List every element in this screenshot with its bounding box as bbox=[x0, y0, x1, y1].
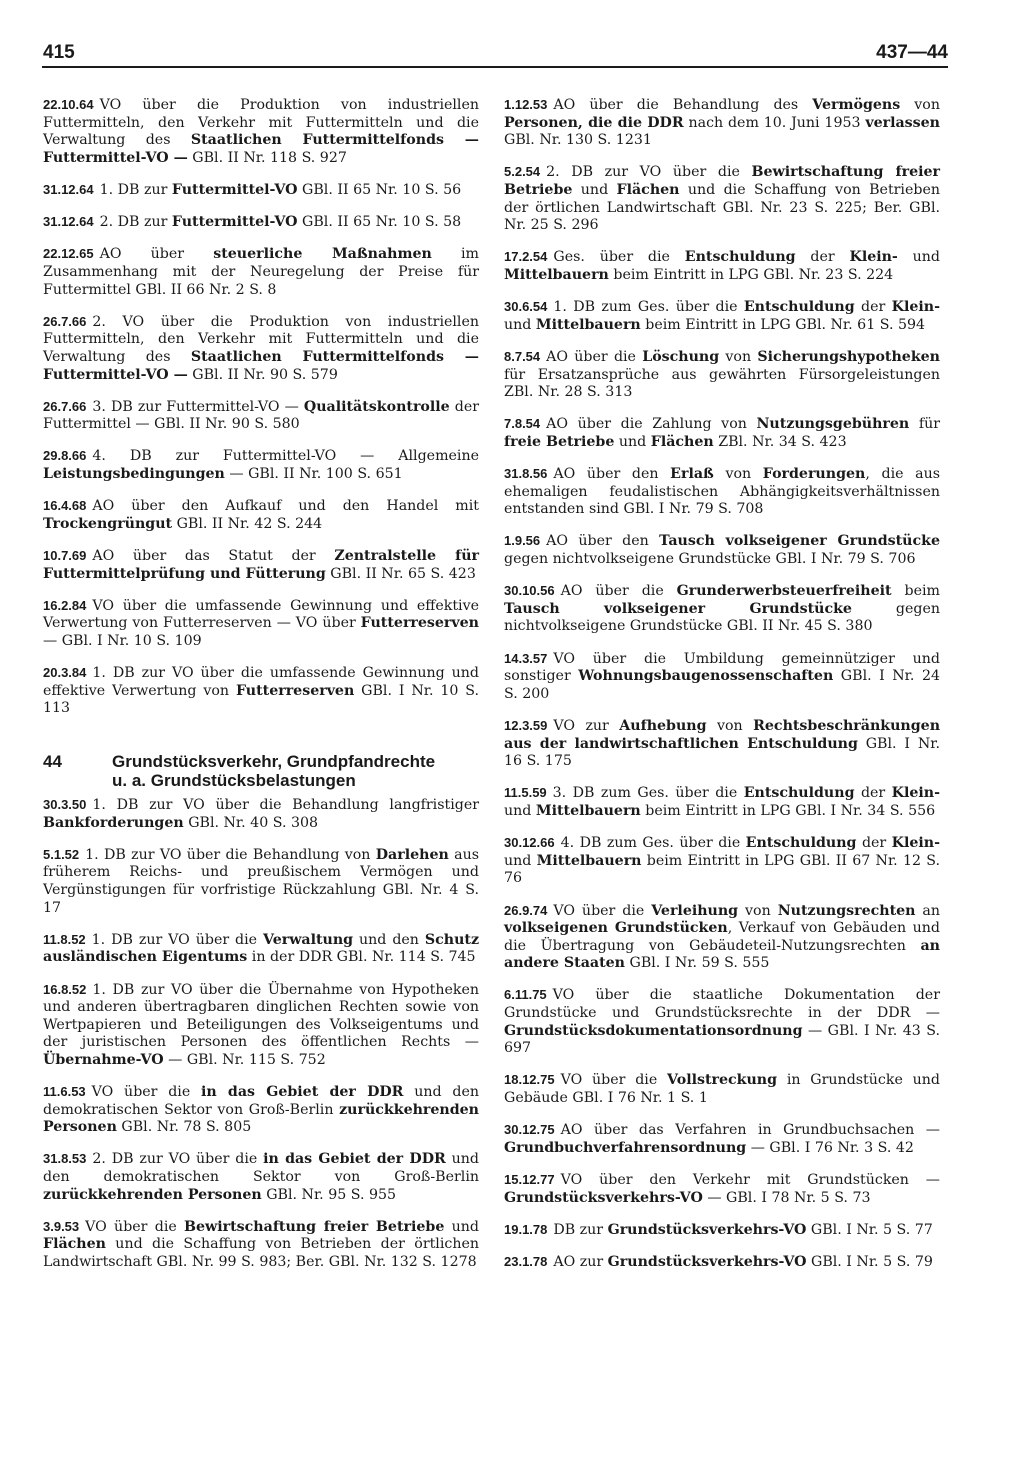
entry-text: , Verkauf von Gebäuden und die Übertragung von Gebäudeteil-Nutzungsrechten bbox=[504, 920, 941, 954]
entry-keyword: Flächen bbox=[43, 1236, 106, 1253]
entry-text: GBl. I Nr. 16 S. 175 bbox=[504, 735, 940, 770]
index-entry bbox=[504, 717, 940, 771]
entry-text: beim Eintritt in LPG GBl. Nr. 61 S. 594 bbox=[640, 316, 926, 333]
entry-keyword: Bewirtschaftung freier Betriebe bbox=[184, 1218, 445, 1235]
entry-date: 1.12.53 bbox=[504, 97, 548, 112]
entry-text: 1. DB zum Ges. über die bbox=[553, 299, 744, 316]
entry-text: AO über den bbox=[546, 533, 660, 550]
entry-date: 30.12.66 bbox=[504, 835, 555, 851]
entry-keyword: in das Gebiet der DDR bbox=[201, 1084, 404, 1101]
entry-text: AO über den Aufkauf und den Handel mit bbox=[92, 498, 479, 515]
index-entry bbox=[43, 213, 479, 232]
entry-keyword: Verleihung bbox=[651, 902, 739, 919]
entry-date: 20.3.84 bbox=[43, 665, 87, 681]
entry-text: und den bbox=[353, 931, 425, 948]
entry-text: der bbox=[795, 249, 850, 266]
entry-keyword: Tausch volkseigener Grundstücke bbox=[659, 533, 940, 550]
entry-text: und bbox=[504, 316, 536, 333]
entry-text: AO über das Statut der bbox=[92, 548, 335, 565]
index-entry bbox=[43, 497, 479, 533]
entry-text: 2. VO über die Produktion von industriellen Futtermitteln, den Verkehr mit Futtermitteln und die Verwaltung des bbox=[43, 313, 479, 365]
entry-list-a bbox=[43, 96, 479, 718]
entry-list-b bbox=[43, 796, 479, 1272]
entry-date: 10.7.69 bbox=[43, 548, 87, 564]
index-entry bbox=[43, 981, 479, 1070]
index-entry bbox=[43, 1218, 479, 1272]
entry-text: GBl. I Nr. 24 S. 200 bbox=[504, 668, 940, 702]
entry-keyword: Flächen bbox=[650, 433, 714, 450]
index-entry bbox=[43, 245, 479, 299]
entry-keyword: Forderungen bbox=[762, 466, 866, 483]
index-entry bbox=[504, 1171, 940, 1207]
entry-keyword: Löschung bbox=[642, 348, 720, 365]
entry-date: 6.11.75 bbox=[504, 987, 547, 1003]
entry-keyword: Futterreserven bbox=[235, 682, 355, 699]
index-entry bbox=[504, 1253, 940, 1272]
entry-keyword: freie Betriebe bbox=[504, 433, 615, 450]
entry-text: , die aus ehemaligen feudalistischen Abhängigkeitsverhältnissen entstanden sind GBl. I Nr. 79 S. 708 bbox=[504, 466, 941, 518]
entry-text: GBl. II Nr. 118 S. 927 bbox=[187, 149, 347, 166]
entry-text: der bbox=[856, 835, 892, 852]
index-entry bbox=[504, 96, 940, 150]
entry-keyword: Schutz ausländischen Eigentums bbox=[43, 931, 479, 966]
entry-date: 26.9.74 bbox=[504, 902, 548, 918]
entry-text: — GBl. I Nr. 43 S. 697 bbox=[504, 1022, 940, 1057]
index-entry bbox=[504, 986, 940, 1057]
entry-keyword: Grundbuchverfahrensordnung bbox=[504, 1139, 747, 1156]
entry-text: und bbox=[504, 802, 536, 819]
entry-list-right bbox=[504, 96, 940, 1272]
entry-text: VO über die bbox=[553, 902, 652, 919]
entry-keyword: Leistungsbedingungen bbox=[43, 466, 225, 483]
entry-text: von bbox=[713, 466, 763, 483]
entry-date: 8.7.54 bbox=[504, 348, 541, 364]
entry-text: gegen nichtvolkseigene Grundstücke GBl. I Nr. 79 S. 706 bbox=[504, 551, 916, 568]
entry-text: GBl. II Nr. 65 S. 423 bbox=[325, 565, 476, 582]
index-entry bbox=[43, 796, 479, 832]
index-entry bbox=[43, 398, 479, 434]
entry-keyword: verlassen bbox=[865, 114, 940, 131]
index-entry bbox=[43, 313, 479, 384]
entry-keyword: Staatlichen Futtermittelfonds — Futtermittel-VO — bbox=[43, 348, 479, 383]
entry-text: nach dem 10. Juni 1953 bbox=[683, 114, 866, 131]
entry-date: 23.1.78 bbox=[504, 1253, 548, 1269]
entry-date: 31.12.64 bbox=[43, 214, 94, 230]
entry-date: 15.12.77 bbox=[504, 1172, 555, 1187]
header-rule bbox=[42, 66, 948, 68]
entry-text: beim Eintritt in LPG GBl. Nr. 23 S. 224 bbox=[608, 266, 894, 283]
entry-text: — GBl. I 76 Nr. 3 S. 42 bbox=[746, 1139, 914, 1156]
entry-text: GBl. I Nr. 5 S. 79 bbox=[806, 1253, 933, 1270]
index-entry bbox=[43, 547, 479, 583]
entry-keyword: Qualitätskontrolle bbox=[303, 398, 450, 415]
entry-keyword: Grundstücksverkehrs-VO bbox=[504, 1189, 703, 1206]
entry-keyword: Aufhebung bbox=[619, 717, 707, 734]
section-heading bbox=[43, 752, 479, 790]
entry-text: VO über den Verkehr mit Grundstücken — bbox=[560, 1172, 940, 1188]
entry-text: VO über die bbox=[91, 1084, 202, 1101]
entry-text: von bbox=[738, 902, 778, 919]
entry-date: 31.8.56 bbox=[504, 466, 548, 482]
entry-date: 22.10.64 bbox=[43, 97, 94, 112]
index-entry bbox=[504, 248, 940, 284]
entry-text: 1. DB zur VO über die bbox=[91, 931, 263, 948]
page-number: 415 bbox=[43, 42, 75, 63]
entry-text: AO über die bbox=[560, 583, 677, 600]
entry-text: GBl. Nr. 130 S. 1231 bbox=[504, 132, 652, 149]
index-entry bbox=[504, 298, 940, 334]
entry-text: für Ersatzansprüche aus gewährten Fürsorgeleistungen ZBl. Nr. 28 S. 313 bbox=[504, 366, 940, 401]
entry-text: in Grundstücke und Gebäude GBl. I 76 Nr. 1 S. 1 bbox=[504, 1072, 940, 1107]
entry-text: für bbox=[909, 416, 940, 433]
entry-text: und den demokratischen Sektor von Groß-Berlin bbox=[43, 1151, 479, 1186]
index-entry bbox=[504, 465, 940, 519]
entry-text: 1. DB zur VO über die Übernahme von Hypotheken und anderen übertragbaren dinglichen Rechten sowie von Wertpapieren und Beteiligungen des Volkseigentums und der juristischen Personen des öffentlichen Rechts — bbox=[43, 981, 479, 1051]
entry-text: GBl. II Nr. 42 S. 244 bbox=[172, 515, 323, 532]
entry-keyword: Futtermittel-VO bbox=[171, 214, 298, 231]
section-title-line: u. a. Grundstücksbelastungen bbox=[112, 770, 356, 790]
index-entry bbox=[504, 784, 940, 820]
entry-text: der bbox=[854, 785, 892, 802]
entry-date: 19.1.78 bbox=[504, 1221, 548, 1237]
entry-keyword: Flächen bbox=[616, 181, 680, 198]
entry-text: GBl. I Nr. 10 S. 113 bbox=[43, 682, 479, 717]
entry-text: und bbox=[614, 433, 651, 450]
entry-text: 1. DB zur VO über die Behandlung von bbox=[85, 846, 376, 863]
entry-keyword: Entschuldung bbox=[745, 835, 857, 852]
entry-keyword: Klein- bbox=[849, 249, 898, 266]
section-title-line: Grundstücksverkehr, Grundpfandrechte bbox=[112, 751, 436, 771]
entry-keyword: volkseigenen Grundstücken bbox=[504, 920, 728, 937]
entry-text: VO über die Umbildung gemeinnütziger und sonstiger bbox=[504, 650, 940, 685]
index-entry bbox=[504, 1071, 940, 1107]
index-entry bbox=[43, 181, 479, 200]
entry-text: GBl. II Nr. 90 S. 579 bbox=[187, 366, 338, 383]
entry-date: 11.6.53 bbox=[43, 1084, 86, 1100]
entry-text: in der DDR GBl. Nr. 114 S. 745 bbox=[247, 949, 476, 966]
entry-text: und bbox=[897, 249, 941, 266]
entry-text: GBl. Nr. 78 S. 805 bbox=[116, 1119, 252, 1136]
entry-text: AO über die Behandlung des bbox=[553, 97, 813, 113]
entry-text: — GBl. Nr. 115 S. 752 bbox=[163, 1051, 326, 1068]
entry-keyword: Futterreserven bbox=[360, 615, 479, 632]
entry-date: 17.2.54 bbox=[504, 249, 548, 265]
index-entry bbox=[504, 834, 940, 888]
entry-text: VO zur bbox=[553, 717, 620, 734]
entry-date: 11.8.52 bbox=[43, 931, 86, 947]
index-entry bbox=[43, 931, 479, 967]
entry-text: beim Eintritt in LPG GBl. I Nr. 34 S. 556 bbox=[640, 802, 936, 819]
entry-keyword: Entschuldung bbox=[743, 785, 855, 802]
entry-date: 30.3.50 bbox=[43, 796, 87, 812]
entry-date: 29.8.66 bbox=[43, 448, 87, 464]
entry-text: gegen nichtvolkseigene Grundstücke GBl. II Nr. 45 S. 380 bbox=[504, 600, 940, 635]
entry-keyword: Grundstücksdokumentationsordnung bbox=[504, 1022, 803, 1039]
entry-keyword: zurückkehrenden Personen bbox=[43, 1186, 262, 1203]
index-entry bbox=[504, 582, 940, 636]
entry-text: AO zur bbox=[553, 1253, 608, 1270]
index-entry bbox=[43, 664, 479, 718]
section-range: 437—44 bbox=[876, 42, 948, 63]
entry-date: 5.1.52 bbox=[43, 846, 80, 862]
entry-text: VO über die staatliche Dokumentation der Grundstücke und Grundstücksrechte in der DDR — bbox=[504, 987, 940, 1022]
index-entry bbox=[504, 348, 940, 402]
entry-keyword: Grundstücksverkehrs-VO bbox=[607, 1221, 807, 1238]
entry-keyword: Tausch volkseigener Grundstücke bbox=[504, 600, 852, 617]
entry-text: — GBl. II Nr. 100 S. 651 bbox=[224, 466, 403, 483]
index-entry bbox=[504, 163, 940, 234]
entry-text: 4. DB zur Futtermittel-VO — Allgemeine bbox=[92, 448, 479, 465]
entry-date: 1.9.56 bbox=[504, 533, 541, 549]
entry-text: der bbox=[854, 299, 892, 316]
entry-date: 3.9.53 bbox=[43, 1218, 80, 1234]
entry-text: und bbox=[504, 852, 537, 869]
entry-date: 26.7.66 bbox=[43, 313, 87, 329]
entry-keyword: Wohnungsbaugenossenschaften bbox=[578, 668, 834, 685]
entry-keyword: Mittelbauern bbox=[535, 802, 641, 819]
entry-keyword: Sicherungshypotheken bbox=[757, 348, 940, 365]
entry-keyword: Grunderwerbsteuerfreiheit bbox=[676, 583, 892, 600]
entry-keyword: Bewirtschaftung freier Betriebe bbox=[504, 164, 940, 198]
section-number: 44 bbox=[43, 751, 62, 771]
entry-text: 2. DB zur bbox=[99, 214, 172, 231]
index-entry bbox=[504, 532, 940, 568]
entry-text: 3. DB zur Futtermittel-VO — bbox=[92, 398, 304, 415]
entry-text: AO über die Zahlung von bbox=[546, 416, 757, 433]
entry-text: und die Schaffung von Betrieben der örtlichen Landwirtschaft GBl. Nr. 99 S. 983; Ber. GBl. Nr. 132 S. 1278 bbox=[43, 1236, 479, 1270]
entry-keyword: Mittelbauern bbox=[535, 316, 641, 333]
entry-text: und bbox=[572, 181, 617, 198]
entry-text: und die Schaffung von Betrieben der örtlichen Landwirtschaft GBl. Nr. 23 S. 225; Ber. GBl. Nr. 25 S. 296 bbox=[504, 181, 940, 234]
right-column bbox=[504, 96, 940, 1285]
entry-keyword: Nutzungsrechten bbox=[777, 902, 916, 919]
entry-keyword: Übernahme-VO bbox=[43, 1051, 164, 1068]
entry-text: — GBl. I Nr. 10 S. 109 bbox=[43, 633, 202, 649]
entry-keyword: Futtermittel-VO bbox=[171, 181, 298, 198]
entry-text: aus früherem Reichs- und preußischem Vermögen und Vergünstigungen für vorfristige Rückzahlung GBl. Nr. 4 S. 17 bbox=[43, 846, 479, 916]
index-entry bbox=[43, 597, 479, 651]
entry-text: AO über die bbox=[546, 348, 643, 365]
entry-text: 3. DB zum Ges. über die bbox=[552, 785, 744, 802]
entry-keyword: Staatlichen Futtermittelfonds — Futtermittel-VO — bbox=[43, 132, 479, 166]
index-entry bbox=[43, 1083, 479, 1137]
entry-keyword: zurückkehrenden Personen bbox=[43, 1101, 479, 1136]
left-column bbox=[43, 96, 479, 1285]
entry-text: AO über das Verfahren in Grundbuchsachen — bbox=[560, 1122, 940, 1139]
entry-text: von bbox=[719, 348, 758, 365]
entry-keyword: an andere Staaten bbox=[504, 937, 940, 972]
entry-text: Ges. über die bbox=[553, 249, 685, 266]
entry-keyword: Rechtsbeschränkungen aus der landwirtschaftlichen Entschuldung bbox=[504, 717, 941, 752]
entry-text: und bbox=[444, 1218, 479, 1235]
entry-keyword: Erlaß bbox=[670, 466, 714, 483]
entry-keyword: Trockengrüngut bbox=[43, 515, 173, 532]
entry-date: 11.5.59 bbox=[504, 785, 547, 801]
index-entry bbox=[504, 902, 940, 973]
index-entry bbox=[43, 1150, 479, 1204]
entry-text: VO über die bbox=[85, 1218, 185, 1235]
entry-date: 26.7.66 bbox=[43, 398, 87, 414]
entry-text: ZBl. Nr. 34 S. 423 bbox=[713, 433, 847, 450]
index-entry bbox=[504, 650, 940, 704]
entry-keyword: Mittelbauern bbox=[536, 852, 642, 869]
index-entry bbox=[504, 1121, 940, 1157]
entry-keyword: Mittelbauern bbox=[504, 266, 609, 283]
entry-text: 1. DB zur VO über die Behandlung langfristiger bbox=[92, 796, 479, 813]
entry-text: GBl. II 65 Nr. 10 S. 56 bbox=[297, 181, 462, 198]
index-entry bbox=[504, 415, 940, 451]
section-title bbox=[112, 752, 479, 790]
entry-date: 18.12.75 bbox=[504, 1072, 555, 1088]
entry-text: GBl. I Nr. 59 S. 555 bbox=[624, 955, 770, 972]
entry-text: 4. DB zum Ges. über die bbox=[560, 835, 746, 852]
entry-text: 1. DB zur VO über die umfassende Gewinnung und effektive Verwertung von bbox=[43, 665, 479, 699]
entry-date: 12.3.59 bbox=[504, 717, 548, 733]
index-entry bbox=[43, 447, 479, 483]
entry-keyword: Klein- bbox=[891, 299, 940, 316]
entry-date: 14.3.57 bbox=[504, 650, 548, 666]
entry-date: 30.12.75 bbox=[504, 1122, 555, 1138]
index-entry bbox=[43, 96, 479, 167]
entry-text: GBl. Nr. 95 S. 955 bbox=[261, 1186, 397, 1203]
entry-text: an bbox=[915, 902, 940, 919]
entry-text: — GBl. I 78 Nr. 5 S. 73 bbox=[702, 1189, 871, 1206]
entry-keyword: Vermögens bbox=[812, 97, 901, 113]
index-entry bbox=[43, 846, 479, 917]
entry-keyword: Darlehen bbox=[375, 846, 449, 863]
entry-date: 16.4.68 bbox=[43, 498, 87, 514]
entry-keyword: Personen, die die DDR bbox=[504, 114, 684, 131]
entry-text: von bbox=[706, 717, 754, 734]
entry-keyword: in das Gebiet der DDR bbox=[263, 1151, 446, 1168]
entry-date: 31.12.64 bbox=[43, 181, 94, 197]
entry-text: 2. DB zur VO über die bbox=[92, 1151, 264, 1168]
entry-text: AO über bbox=[99, 246, 214, 263]
entry-keyword: Grundstücksverkehrs-VO bbox=[607, 1253, 807, 1270]
entry-text: und den demokratischen Sektor von Groß-Berlin bbox=[43, 1084, 479, 1118]
entry-text: VO über die umfassende Gewinnung und effektive Verwertung von Futterreserven — VO über bbox=[43, 597, 479, 632]
entry-keyword: Nutzungsgebühren bbox=[756, 416, 910, 433]
entry-text: VO über die bbox=[560, 1072, 668, 1089]
entry-text: GBl. I Nr. 5 S. 77 bbox=[806, 1221, 933, 1238]
index-entry bbox=[504, 1221, 940, 1240]
entry-keyword: Bankforderungen bbox=[43, 814, 184, 831]
entry-date: 31.8.53 bbox=[43, 1151, 87, 1167]
entry-keyword: Vollstreckung bbox=[667, 1072, 778, 1089]
entry-text: beim Eintritt in LPG GBl. II 67 Nr. 12 S. 76 bbox=[504, 852, 940, 887]
entry-text: AO über den bbox=[553, 466, 671, 483]
entry-keyword: Klein- bbox=[891, 835, 940, 852]
entry-text: beim bbox=[891, 583, 940, 600]
entry-text: im Zusammenhang mit der Neuregelung der Preise für Futtermittel GBl. II 66 Nr. 2 S. 8 bbox=[43, 246, 480, 298]
entry-text: von bbox=[900, 97, 940, 113]
entry-keyword: Zentralstelle für Futtermittelprüfung und Fütterung bbox=[43, 548, 480, 582]
entry-date: 16.8.52 bbox=[43, 981, 87, 997]
entry-date: 30.6.54 bbox=[504, 299, 548, 315]
entry-keyword: Entschuldung bbox=[684, 249, 796, 266]
entry-text: DB zur bbox=[553, 1221, 608, 1238]
entry-date: 22.12.65 bbox=[43, 246, 94, 262]
entry-text: 2. DB zur VO über die bbox=[546, 164, 752, 181]
entry-text: 1. DB zur bbox=[99, 181, 172, 198]
entry-text: GBl. II 65 Nr. 10 S. 58 bbox=[297, 214, 462, 231]
entry-date: 30.10.56 bbox=[504, 583, 555, 599]
entry-keyword: Klein- bbox=[891, 785, 940, 802]
entry-text: VO über die Produktion von industriellen Futtermitteln, den Verkehr mit Futtermitteln und die Verwaltung des bbox=[43, 97, 479, 149]
entry-keyword: Entschuldung bbox=[743, 299, 855, 316]
entry-date: 5.2.54 bbox=[504, 164, 541, 180]
entry-keyword: steuerliche Maßnahmen bbox=[213, 246, 432, 263]
entry-date: 16.2.84 bbox=[43, 597, 87, 613]
entry-date: 7.8.54 bbox=[504, 416, 541, 432]
entry-keyword: Verwaltung bbox=[263, 931, 354, 948]
entry-text: GBl. Nr. 40 S. 308 bbox=[183, 814, 319, 831]
entry-text: der Futtermittel — GBl. II Nr. 90 S. 580 bbox=[43, 398, 479, 433]
